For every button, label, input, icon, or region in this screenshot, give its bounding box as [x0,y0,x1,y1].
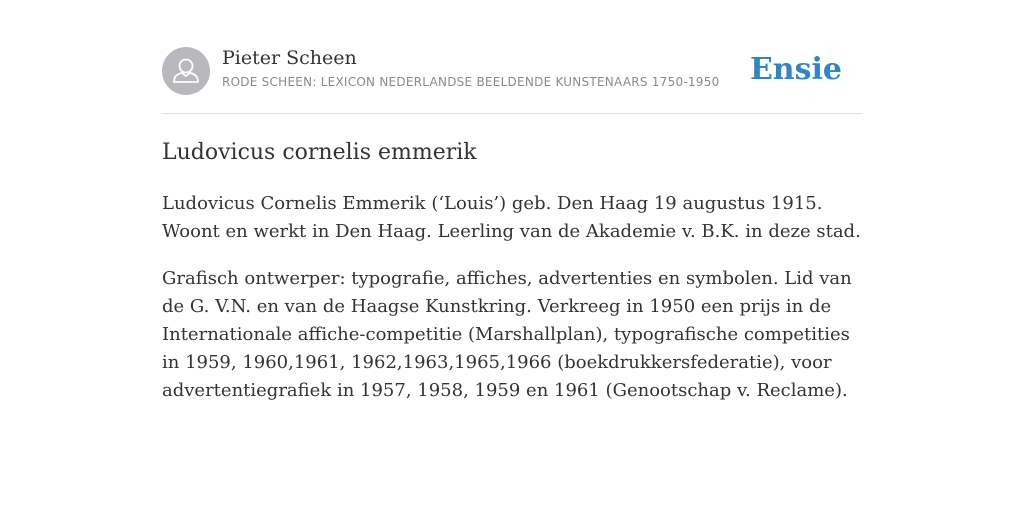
source-title[interactable]: RODE SCHEEN: LEXICON NEDERLANDSE BEELDENDE KUNSTENAARS 1750-1950 [222,75,720,89]
avatar[interactable] [162,47,210,95]
brand-logo[interactable]: Ensie [749,52,842,87]
article-body [162,190,867,424]
author-name[interactable]: Pieter Scheen [222,47,357,69]
paragraph: Ludovicus Cornelis Emmerik (‘Louis’) geb. Den Haag 19 augustus 1915. Woont en werkt in Den Haag. Leerling van de Akademie v. B.K. in deze stad. [162,193,861,242]
article-header [162,46,862,114]
page-title: Ludovicus cornelis emmerik [162,140,477,165]
paragraph: Grafisch ontwerper: typografie, affiches, advertenties en symbolen. Lid van de G. V.N. en van de Haagse Kunstkring. Verkreeg in 1950 een prijs in de Internationale affiche-competitie (Marshallplan), typografische competities in 1959, 1960,1961, 1962,1963,1965,1966 (boekdrukkersfederatie), voor advertentiegrafiek in 1957, 1958, 1959 en 1961 (Genootschap v. Reclame). [162,268,852,401]
user-silhouette-icon [162,47,210,95]
